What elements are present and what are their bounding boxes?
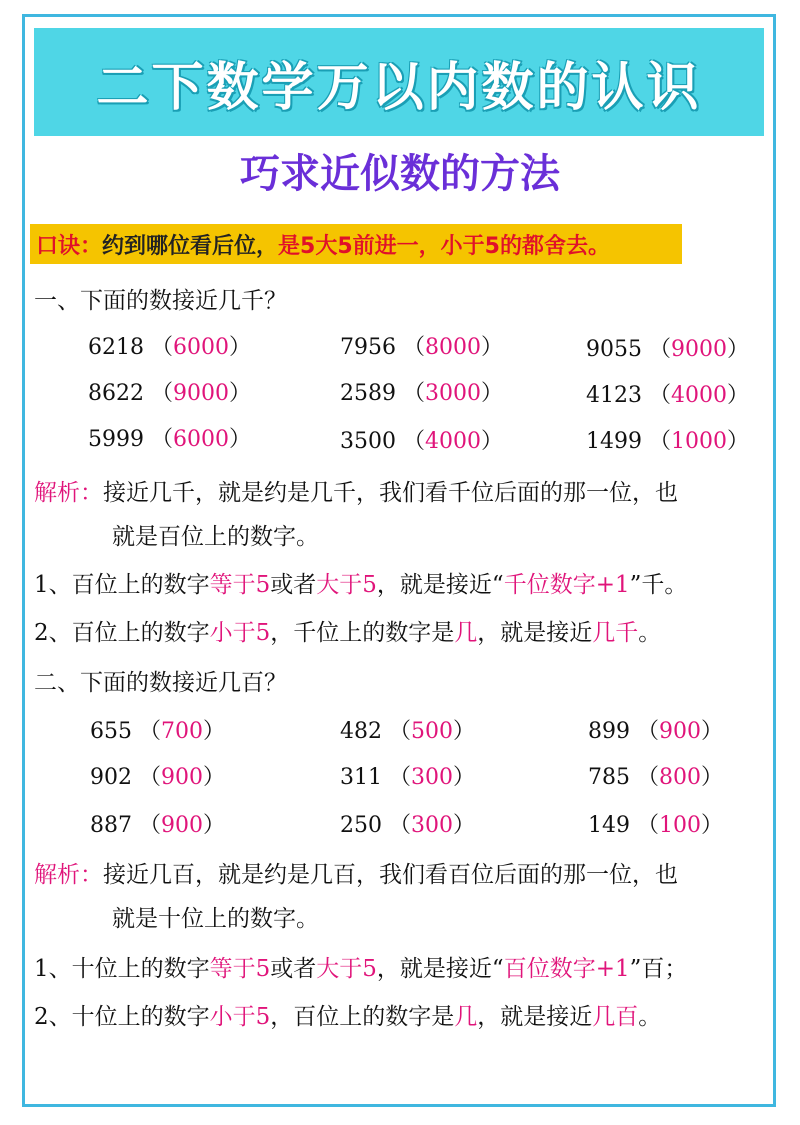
list-item: 311 （300） [340,765,476,790]
analysis-label: 解析： [34,480,103,506]
section1-heading: 一、下面的数接近几千？ [34,288,287,314]
section2-analysis: 解析：接近几百，就是约是几百，我们看百位后面的那一位，也 [34,862,678,888]
list-item: 8622 （9000） [88,381,252,406]
title-banner [34,28,764,136]
list-item: 9055 （9000） [586,337,750,362]
list-item: 1499 （1000） [586,429,750,454]
list-item: 902 （900） [90,765,226,790]
list-item: 482 （500） [340,719,476,744]
list-item: 899 （900） [588,719,724,744]
list-item: 2589 （3000） [340,381,504,406]
rhyme-label: 口诀： [36,233,103,259]
list-item: 149 （100） [588,813,724,838]
section1-rule1: 1、百位上的数字等于5或者大于5，就是接近“千位数字+1”千。 [34,572,688,598]
rhyme-highlight [30,224,682,264]
list-item: 785 （800） [588,765,724,790]
analysis-label: 解析： [34,862,103,888]
section2-heading: 二、下面的数接近几百？ [34,670,287,696]
list-item: 250 （300） [340,813,476,838]
section2-rule2: 2、十位上的数字小于5，百位上的数字是几，就是接近几百。 [34,1004,662,1030]
section1-analysis: 解析：接近几千，就是约是几千，我们看千位后面的那一位，也 [34,480,678,506]
rhyme-part2: 是5大5前进一，小于5的都舍去。 [278,233,610,259]
list-item: 887 （900） [90,813,226,838]
section1-analysis-cont: 就是百位上的数字。 [112,524,319,550]
page-subtitle: 巧求近似数的方法 [240,151,560,197]
section2-analysis-cont: 就是十位上的数字。 [112,906,319,932]
rhyme-part1: 约到哪位看后位， [102,233,279,259]
list-item: 6218 （6000） [88,335,252,360]
list-item: 7956 （8000） [340,335,504,360]
list-item: 5999 （6000） [88,427,252,452]
page-title: 二下数学万以内数的认识 [96,57,702,118]
section1-rule2: 2、百位上的数字小于5，千位上的数字是几，就是接近几千。 [34,620,662,646]
list-item: 4123 （4000） [586,383,750,408]
list-item: 3500 （4000） [340,429,504,454]
section2-rule1: 1、十位上的数字等于5或者大于5，就是接近“百位数字+1”百； [34,956,688,982]
list-item: 655 （700） [90,719,226,744]
